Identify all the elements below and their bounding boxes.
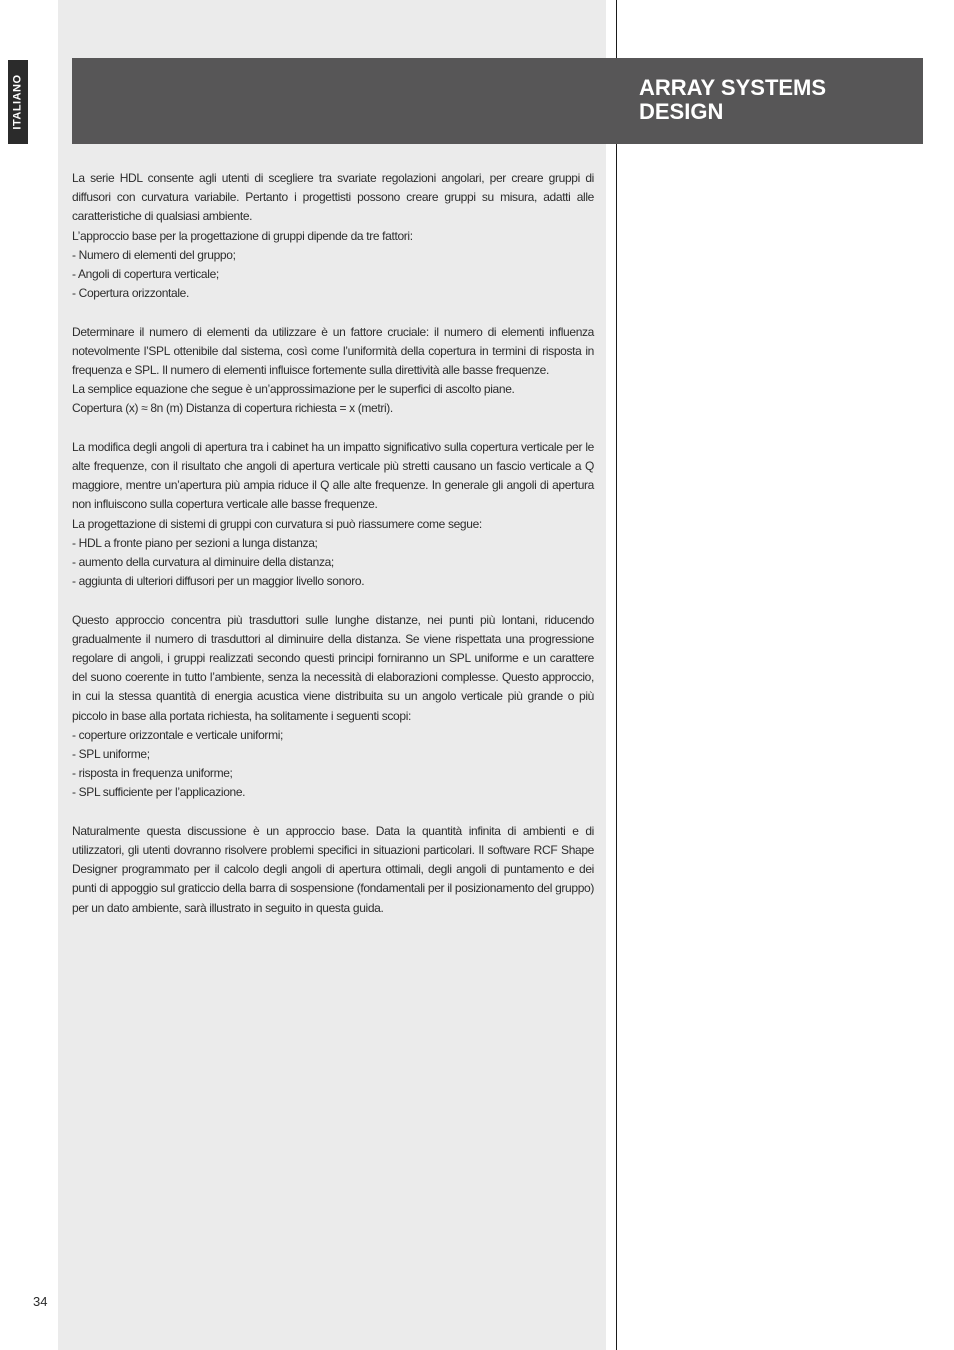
page-number: 34 <box>33 1294 48 1309</box>
text-line: Naturalmente questa discussione è un approccio base. Data la quantità infinita di ambienti e di utilizzatori, gli utenti dovranno risolvere problemi specifici in situazioni particolari. Il software RCF Shape Designer programmato per il calcolo degli angoli di apertura ottimali, degli angoli di puntamento e dei punti di appoggio sul graticcio della barra di sospensione (fondamentali per il posizionamento del gruppo) per un dato ambiente, sarà illustrato in seguito in questa guida. <box>72 823 594 915</box>
language-label: ITALIANO <box>12 74 24 130</box>
paragraph <box>72 323 594 419</box>
body-text <box>72 169 594 918</box>
text-line: La progettazione di sistemi di gruppi con curvatura si può riassumere come segue: <box>72 516 482 531</box>
list-item: - HDL a fronte piano per sezioni a lunga distanza; <box>72 535 318 550</box>
paragraph <box>72 822 594 918</box>
list-item: - Angoli di copertura verticale; <box>72 267 219 282</box>
text-line: Copertura (x) ≈ 8n (m) Distanza di copertura richiesta = x (metri). <box>72 401 393 416</box>
paragraph <box>72 611 594 803</box>
language-tab <box>8 60 28 144</box>
text-line: Determinare il numero di elementi da utilizzare è un fattore cruciale: il numero di elementi influenza notevolmente l’SPL ottenibile dal sistema, così come l’uniformità della copertura in termini di risposta in frequenza e SPL. Il numero di elementi influisce fortemente sulla direttività alle basse frequenze. <box>72 324 594 378</box>
list-item: - SPL uniforme; <box>72 747 150 762</box>
column-divider <box>616 0 617 1350</box>
text-line: L’approccio base per la progettazione di gruppi dipende da tre fattori: <box>72 228 413 243</box>
text-line: La modifica degli angoli di apertura tra i cabinet ha un impatto significativo sulla copertura verticale per le alte frequenze, con il risultato che angoli di apertura verticale più stretti causano un fascio verticale a Q maggiore, mentre un’apertura più ampia riduce il Q alle alte frequenze. In generale gli angoli di apertura non influiscono sulla copertura verticale alle basse frequenze. <box>72 439 594 512</box>
text-line: La semplice equazione che segue è un’approssimazione per le superfici di ascolto piane. <box>72 382 515 397</box>
list-item: - risposta in frequenza uniforme; <box>72 766 233 781</box>
list-item: - Numero di elementi del gruppo; <box>72 247 236 262</box>
list-item: - Copertura orizzontale. <box>72 286 189 301</box>
list-item: - SPL sufficiente per l’applicazione. <box>72 785 246 800</box>
paragraph <box>72 438 594 592</box>
section-title: ARRAY SYSTEMS DESIGN <box>639 75 827 124</box>
list-item: - aggiunta di ulteriori diffusori per un maggior livello sonoro. <box>72 574 365 589</box>
paragraph <box>72 169 594 303</box>
text-line: Questo approccio concentra più trasduttori sulle lunghe distanze, nei punti più lontani, riducendo gradualmente il numero di trasduttori al diminuire della distanza. Se viene rispettata una progressione regolare di angoli, i gruppi realizzati secondo questi principi forniranno un SPL uniforme e un carattere del suono coerente in tutto l’ambiente, senza la necessità di elaborazioni complesse. Questo approccio, in cui la stessa quantità di energia acustica viene distribuita su un angolo verticale più grande o più piccolo in base alla portata richiesta, ha solitamente i seguenti scopi: <box>72 612 594 723</box>
list-item: - coperture orizzontale e verticale uniformi; <box>72 727 284 742</box>
text-line: La serie HDL consente agli utenti di scegliere tra svariate regolazioni angolari, per creare gruppi di diffusori con curvatura variabile. Pertanto i progettisti possono creare gruppi su misura, adatti alle caratteristiche di qualsiasi ambiente. <box>72 171 594 224</box>
list-item: - aumento della curvatura al diminuire della distanza; <box>72 555 334 570</box>
